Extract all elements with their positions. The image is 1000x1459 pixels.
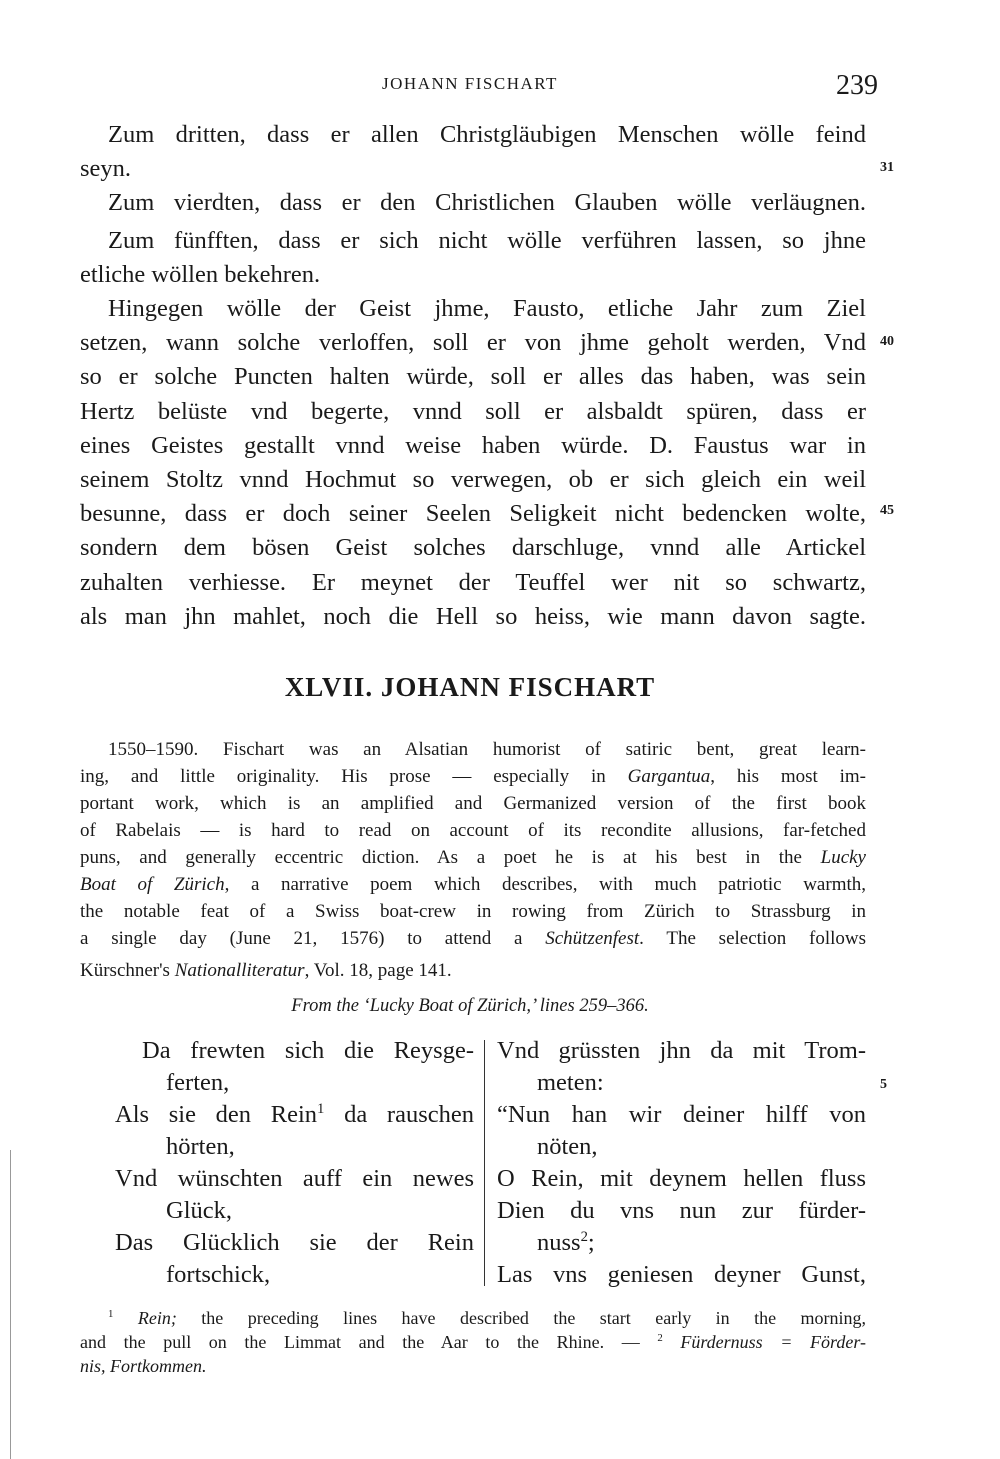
text-span: “Nun han wir deiner hilff von [497, 1101, 866, 1128]
text-line [497, 1035, 866, 1067]
line-number: 45 [880, 503, 894, 518]
text-line [80, 818, 866, 844]
footnote-marker: 2 [580, 1228, 588, 1245]
text-span: Hertz belüste vnd begerte, vnnd soll er alsbaldt spüren, dass er [80, 397, 866, 425]
text-line [80, 958, 866, 984]
text-span: Gargantua [627, 766, 711, 787]
text-line [80, 600, 866, 634]
text-line [497, 1099, 866, 1131]
text-span [663, 1332, 681, 1352]
text-line [80, 1330, 866, 1354]
text-span: Rein; [137, 1308, 177, 1328]
text-line [80, 292, 866, 326]
footnote-marker: 1 [317, 1100, 325, 1117]
footnote-marker: 2 [657, 1332, 663, 1344]
text-span: so er solche Puncten halten würde, soll er alles das haben, was sein [80, 363, 866, 391]
text-span: and the pull on the Limmat and the Aar to the Rhine. — [80, 1332, 658, 1352]
text-span: hörten, [166, 1133, 235, 1160]
text-span: Fürdernuss = Förder- [680, 1332, 866, 1352]
text-line [80, 258, 866, 292]
text-span: besunne, dass er doch seiner Seelen Seligkeit nicht bedencken wolte, [80, 500, 866, 528]
text-line [80, 360, 866, 394]
text-line [537, 1131, 866, 1163]
text-line [80, 791, 866, 817]
text-span: Glück, [166, 1197, 232, 1224]
text-span: Dien du vns nun zur fürder- [497, 1197, 866, 1224]
text-span: the notable feat of a Swiss boat-crew in rowing from Zürich to Strassburg in [80, 901, 866, 922]
text-line [80, 429, 866, 463]
text-span: da rauschen [324, 1101, 474, 1128]
text-span: nuss [537, 1229, 581, 1256]
text-span: Zum fünfften, dass er sich nicht wölle verführen lassen, so jhne [108, 226, 866, 254]
text-span: Lucky [820, 847, 866, 868]
text-line [80, 463, 866, 497]
text-span: Vnd wünschten auff ein newes [115, 1165, 474, 1192]
text-line [80, 737, 866, 763]
text-line [80, 1354, 866, 1378]
text-line [80, 118, 866, 152]
text-line [80, 395, 866, 429]
text-span: puns, and generally eccentric diction. As a poet he is at his best in the [80, 847, 821, 868]
text-line [115, 1163, 474, 1195]
text-span: zuhalten verhiesse. Er meynet der Teuffel wer nit so schwartz, [80, 568, 866, 596]
text-span: , a narrative poem which describes, with much patriotic warmth, [224, 874, 866, 895]
text-line [115, 1099, 474, 1131]
text-span: a single day (June 21, 1576) to attend a [80, 928, 546, 949]
text-span: of Rabelais — is hard to read on account of its recondite allusions, far-fetched [80, 820, 866, 841]
text-span: Schützenfest [545, 928, 640, 949]
text-line [142, 1035, 474, 1067]
text-line [497, 1259, 866, 1291]
column-divider [484, 1040, 485, 1286]
text-line [80, 926, 866, 952]
text-line [80, 531, 866, 565]
text-span: Zum vierdten, dass er den Christlichen Glauben wölle verläugnen. [108, 189, 866, 217]
text-line [80, 152, 866, 186]
text-span: als man jhn mahlet, noch die Hell so heiss, wie mann davon sagte. [80, 602, 866, 630]
text-span: meten: [537, 1069, 604, 1096]
text-line [80, 764, 866, 790]
text-line [537, 1067, 866, 1099]
text-span: 1550–1590. Fischart was an Alsatian humorist of satiric bent, great learn- [108, 739, 866, 760]
text-span: Zum dritten, dass er allen Christgläubigen Menschen wölle feind [108, 121, 866, 148]
text-span: sondern dem bösen Geist solches darschluge, vnnd alle Artickel [80, 534, 866, 562]
text-line [80, 566, 866, 600]
text-span: , his most im- [710, 766, 867, 787]
scan-edge-line [10, 1150, 11, 1459]
poem-caption: From the ‘Lucky Boat of Zürich,’ lines 259–366. [291, 996, 649, 1016]
text-line [80, 326, 866, 360]
text-span: Boat of Zürich [80, 874, 225, 895]
text-span: seinem Stoltz vnnd Hochmut so verwegen, ob er sich gleich ein weil [80, 466, 866, 493]
text-line [497, 1163, 866, 1195]
text-span: setzen, wann solche verloffen, soll er von jhme geholt werden, Vnd [80, 329, 866, 357]
text-span: nöten, [537, 1133, 598, 1160]
text-span: Das Glücklich sie der Rein [115, 1229, 474, 1256]
text-line [497, 1195, 866, 1227]
text-span: . The selection follows [639, 928, 866, 949]
text-span: ; [587, 1229, 595, 1256]
text-line [80, 1306, 866, 1330]
text-span: etliche wöllen bekehren. [80, 260, 321, 288]
text-line [166, 1195, 474, 1227]
text-span: eines Geistes gestallt vnnd weise haben würde. D. Faustus war in [80, 431, 866, 459]
text-line [80, 872, 866, 898]
section-heading: XLVII. JOHANN FISCHART [284, 672, 656, 702]
footnote-marker: 1 [108, 1308, 114, 1320]
running-title: JOHANN FISCHART [382, 74, 558, 93]
line-number: 40 [880, 334, 894, 349]
text-line [166, 1259, 474, 1291]
text-line [537, 1227, 866, 1259]
text-span: Da frewten sich die Reysge- [142, 1037, 474, 1064]
text-span: , Vol. 18, page 141. [304, 960, 452, 981]
text-span: ing, and little originality. His prose — especially in [80, 766, 628, 787]
text-line [80, 186, 866, 220]
text-span: Als sie den Rein [115, 1101, 318, 1128]
line-number: 5 [880, 1077, 887, 1092]
text-line [166, 1131, 474, 1163]
text-span: nis, Fortkommen. [80, 1356, 207, 1376]
text-span [113, 1308, 137, 1328]
text-span: Hingegen wölle der Geist jhme, Fausto, etliche Jahr zum Ziel [108, 295, 866, 322]
text-line [115, 1227, 474, 1259]
line-number: 31 [880, 160, 894, 175]
text-span: fortschick, [166, 1261, 271, 1288]
page-number: 239 [836, 70, 878, 101]
text-line [80, 845, 866, 871]
text-span: the preceding lines have described the start early in the morning, [176, 1308, 867, 1328]
text-span: Las vns geniesen deyner Gunst, [497, 1261, 866, 1288]
text-span: Kürschner's [80, 960, 175, 981]
text-span: seyn. [80, 155, 132, 183]
text-line [80, 899, 866, 925]
text-line [80, 224, 866, 258]
text-span: Nationalliteratur [174, 960, 305, 981]
text-span: portant work, which is an amplified and Germanized version of the first book [80, 793, 866, 814]
text-span: O Rein, mit deynem hellen fluss [497, 1165, 866, 1192]
text-span: Vnd grüssten jhn da mit Trom- [497, 1037, 866, 1064]
text-span: ferten, [166, 1069, 230, 1096]
text-line [80, 497, 866, 531]
text-line [166, 1067, 474, 1099]
